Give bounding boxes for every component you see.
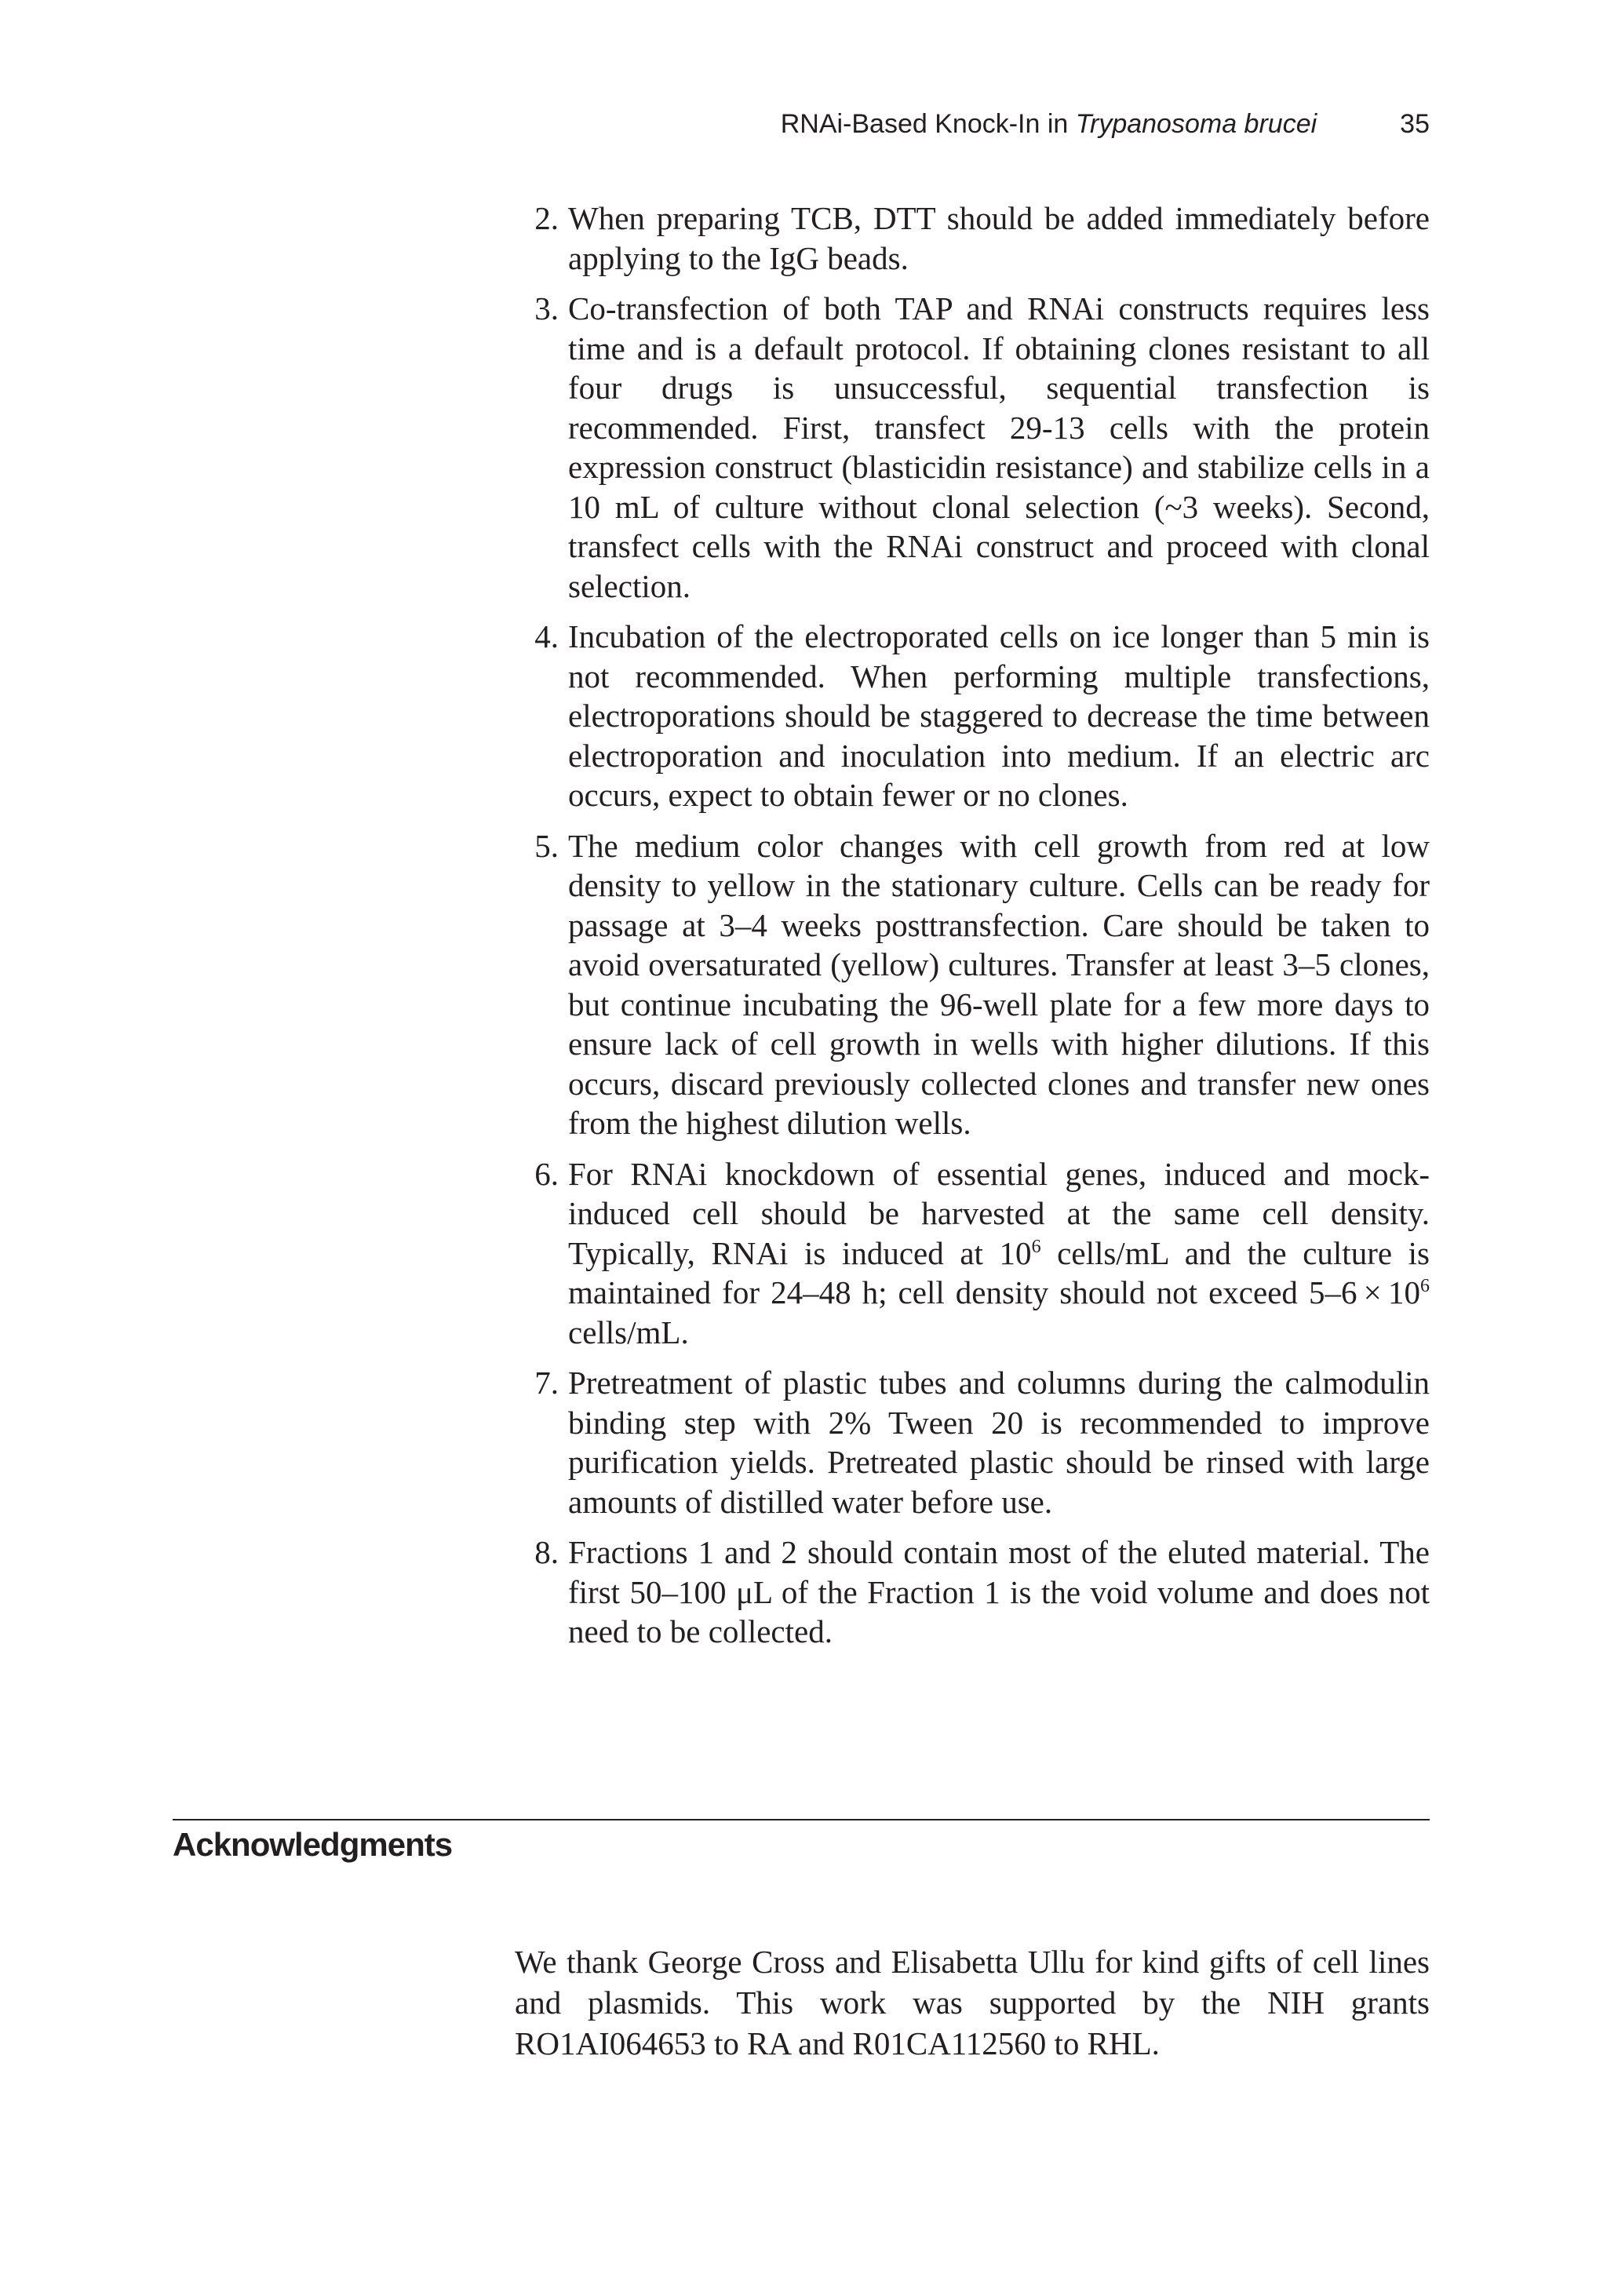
acknowledgments-heading: Acknowledgments	[173, 1826, 453, 1863]
note-text: When preparing TCB, DTT should be added immediately before applying to the IgG beads.	[568, 200, 1430, 276]
note-4	[527, 617, 1430, 815]
note-text-part: cells/mL.	[568, 1314, 689, 1350]
note-6	[527, 1154, 1430, 1353]
note-text: Incubation of the electroporated cells on ice longer than 5 min is not recommended. When performing multiple transfections, electroporations should be staggered to decrease the time between electroporation and inoculation into medium. If an electric arc occurs, expect to obtain fewer or no clones.	[568, 618, 1430, 813]
running-head-title: RNAi-Based Knock-In in	[780, 109, 1076, 139]
note-number: 6.	[534, 1155, 559, 1192]
page-number: 35	[1400, 109, 1430, 139]
note-number: 5.	[534, 827, 559, 864]
note-text	[568, 1156, 1430, 1350]
note-number: 4.	[534, 618, 559, 654]
running-head-species: Trypanosoma brucei	[1075, 109, 1317, 139]
note-8	[527, 1532, 1430, 1652]
section-divider	[173, 1819, 1430, 1820]
note-text: Co-transfection of both TAP and RNAi constructs requires less time and is a default protocol. If obtaining clones resistant to all four drugs is unsuccessful, sequential transfection is recommended. First, transfect 29-13 cells with the protein expression construct (blasticidin resistance) and stabilize cells in a 10 mL of culture without clonal selection (~3 weeks). Second, transfect cells with the RNAi construct and proceed with clonal selection.	[568, 290, 1430, 604]
note-text-part: For RNAi knockdown of essential genes, induced and mock-induced cell should be harvested at the same cell density. Typically, RNAi is induced at 10	[568, 1155, 1430, 1271]
note-7	[527, 1363, 1430, 1522]
note-2	[527, 199, 1430, 278]
note-text-part: cells/mL and the culture is maintained for 24–48 h; cell density should not exceed 5–6 × 10	[568, 1234, 1430, 1310]
superscript-exponent: 6	[1420, 1276, 1430, 1296]
acknowledgments-text: We thank George Cross and Elisabetta Ullu for kind gifts of cell lines and plasmids. This work was supported by the NIH grants RO1AI064653 to RA and R01CA112560 to RHL.	[515, 1944, 1430, 2061]
notes-list	[527, 199, 1430, 1663]
note-5	[527, 826, 1430, 1143]
note-number: 8.	[534, 1534, 559, 1570]
running-head	[781, 108, 1430, 140]
note-number: 7.	[534, 1365, 559, 1401]
note-number: 2.	[534, 200, 559, 236]
note-number: 3.	[534, 290, 559, 326]
note-text: Fractions 1 and 2 should contain most of the eluted material. The first 50–100 μL of the Fraction 1 is the void volume and does not need to be collected.	[568, 1534, 1430, 1649]
superscript-exponent: 6	[1031, 1236, 1041, 1257]
note-3	[527, 289, 1430, 606]
note-text: The medium color changes with cell growth from red at low density to yellow in the stationary culture. Cells can be ready for passage at 3–4 weeks posttransfection. Care should be taken to avoid oversaturated (yellow) cultures. Transfer at least 3–5 clones, but continue incubating the 96-well plate for a few more days to ensure lack of cell growth in wells with higher dilutions. If this occurs, discard previously collected clones and transfer new ones from the highest dilution wells.	[568, 827, 1430, 1141]
note-text: Pretreatment of plastic tubes and columns during the calmodulin binding step with 2% Tween 20 is recommended to improve purification yields. Pretreated plastic should be rinsed with large amounts of distilled water before use.	[568, 1365, 1430, 1520]
